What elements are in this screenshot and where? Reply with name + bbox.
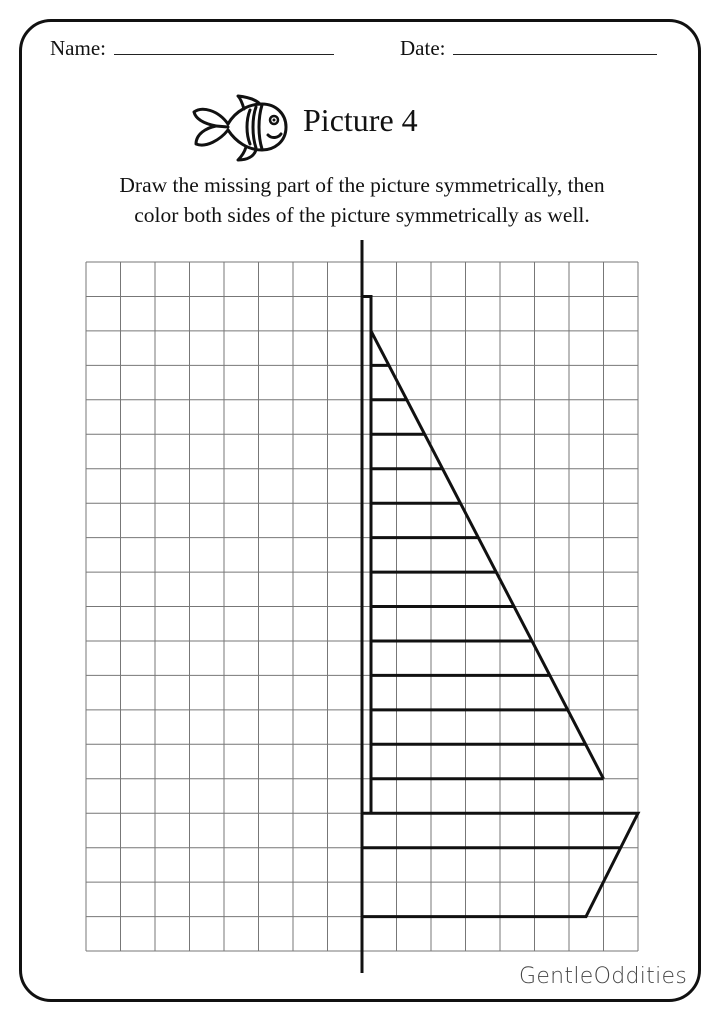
instructions-line-2: color both sides of the picture symmetrically as well.: [134, 203, 590, 227]
instructions-line-1: Draw the missing part of the picture symmetrically, then: [119, 173, 605, 197]
brand-logo: GentleOddities: [519, 964, 688, 989]
name-label: Name:: [50, 36, 106, 60]
date-label: Date:: [400, 36, 446, 60]
page-title: Picture 4: [303, 102, 418, 138]
